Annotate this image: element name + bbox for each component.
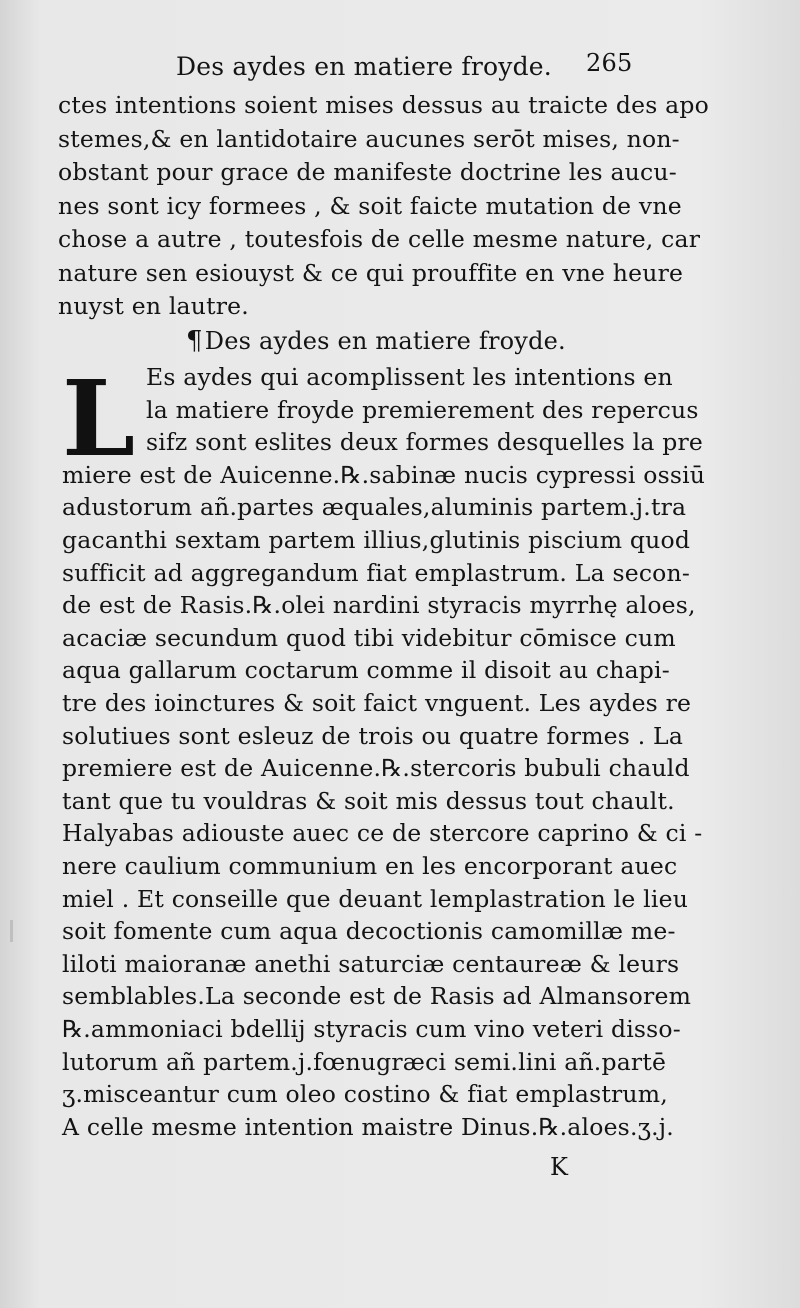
- text-line: solutiues sont esleuz de trois ou quatre formes . La: [62, 721, 684, 750]
- text-line: lutorum añ partem.j.fœnugræci semi.lini añ.partē: [62, 1047, 667, 1076]
- text-line: miel . Et conseille que deuant lemplastration le lieu: [62, 884, 689, 913]
- text-line: semblables.La seconde est de Rasis ad Almansorem: [62, 982, 692, 1011]
- text-line: gacanthi sextam partem illius,glutinis piscium quod: [62, 526, 691, 554]
- text-line: chose a autre , toutesfois de celle mesme nature, car: [58, 225, 701, 253]
- text-line: ctes intentions soient mises dessus au traicte des apo: [58, 91, 709, 119]
- text-line: aqua gallarum coctarum comme il disoit au chapi-: [62, 656, 670, 685]
- running-title: Des aydes en matiere froyde.: [176, 52, 552, 81]
- text-line: obstant pour grace de manifeste doctrine les aucu-: [58, 158, 677, 186]
- text-line: sifz sont eslites deux formes desquelles la pre: [146, 428, 704, 457]
- text-line: stemes,& en lantidotaire aucunes serōt mises, non-: [58, 124, 680, 153]
- pilcrow-icon: ¶: [186, 326, 203, 356]
- text-line: la matiere froyde premierement des repercus: [146, 395, 699, 424]
- text-line: nuyst en lautre.: [58, 292, 249, 320]
- text-line: acaciæ secundum quod tibi videbitur cōmisce cum: [62, 623, 676, 652]
- gutter-shadow: [10, 920, 13, 942]
- text-line: nere caulium communium en les encorporant auec: [62, 852, 678, 880]
- text-line: A celle mesme intention maistre Dinus.℞.aloes.ʒ.j.: [62, 1112, 674, 1141]
- text-line: miere est de Auicenne.℞.sabinæ nucis cypressi ossiū: [62, 460, 706, 489]
- text-line: nature sen esiouyst & ce qui prouffite en vne heure: [58, 258, 684, 287]
- text-line: Halyabas adiouste auec ce de stercore caprino & ci -: [62, 819, 703, 848]
- text-line: tre des ioinctures & soit faict vnguent. Les aydes re: [62, 689, 692, 717]
- text-line: ʒ.misceantur cum oleo costino & fiat emplastrum,: [62, 1080, 668, 1109]
- text-line: soit fomente cum aqua decoctionis camomillæ me-: [62, 917, 676, 946]
- text-line: ℞.ammoniaci bdellij styracis cum vino veteri disso-: [62, 1015, 681, 1043]
- section-heading: [186, 326, 566, 356]
- section-heading-text: Des aydes en matiere froyde.: [204, 327, 566, 355]
- text-line: tant que tu vouldras & soit mis dessus tout chault.: [62, 786, 675, 815]
- signature-mark: K: [550, 1153, 569, 1181]
- text-line: sufficit ad aggregandum fiat emplastrum. La secon-: [62, 558, 691, 587]
- page-number: 265: [586, 49, 633, 77]
- text-line: nes sont icy formees , & soit faicte mutation de vne: [58, 191, 682, 220]
- decorated-initial: L: [62, 357, 136, 480]
- text-line: de est de Rasis.℞.olei nardini styracis myrrhę aloes,: [62, 591, 696, 620]
- text-line: Es aydes qui acomplissent les intentions en: [146, 363, 673, 391]
- text-line: adustorum añ.partes æquales,aluminis partem.j.tra: [62, 493, 687, 522]
- text-line: premiere est de Auicenne.℞.stercoris bubuli chauld: [62, 754, 690, 783]
- text-line: liloti maioranæ anethi saturciæ centaureæ & leurs: [62, 949, 680, 978]
